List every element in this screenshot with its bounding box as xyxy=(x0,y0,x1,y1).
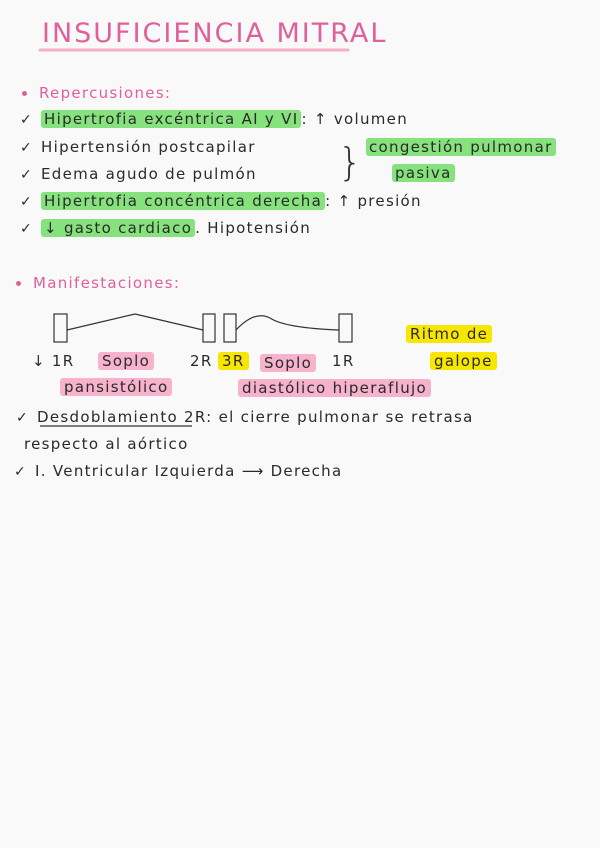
check-icon: ✓ xyxy=(20,194,34,210)
diastolic-murmur-curve xyxy=(236,316,339,330)
bullet-dot xyxy=(16,281,21,286)
sound-bar-1r-b xyxy=(339,314,352,342)
ritmo-label xyxy=(406,325,492,343)
item-text: . Hipotensión xyxy=(195,219,312,237)
item-text: : el cierre pulmonar se retrasa xyxy=(206,408,474,426)
curly-bracket: } xyxy=(338,140,363,184)
heading-text: Manifestaciones: xyxy=(33,274,181,292)
list-item xyxy=(20,165,257,183)
section-heading-manifestaciones xyxy=(16,274,180,292)
sound-bar-1r xyxy=(54,314,67,342)
list-item xyxy=(20,219,311,237)
murmur-line-up xyxy=(67,314,135,330)
side-note xyxy=(392,164,455,182)
list-item xyxy=(20,192,422,210)
highlight-text: 3R xyxy=(218,352,249,370)
highlight-text: ↓ gasto cardiaco xyxy=(41,219,195,237)
item-text: : ↑ presión xyxy=(325,192,422,210)
highlight-text: Soplo xyxy=(260,354,316,372)
item-text: Hipertensión postcapilar xyxy=(41,138,256,156)
list-item xyxy=(24,435,189,453)
check-icon: ✓ xyxy=(16,410,30,426)
section-heading-repercusiones xyxy=(22,84,171,102)
highlight-text: Ritmo de xyxy=(406,325,492,343)
highlight-text: Hipertrofia concéntrica derecha xyxy=(41,192,325,210)
page-title: INSUFICIENCIA MITRAL xyxy=(42,18,388,49)
highlight-text: galope xyxy=(430,352,497,370)
list-item xyxy=(14,462,342,480)
list-item xyxy=(16,408,474,426)
list-item xyxy=(20,138,256,156)
highlight-text: Soplo xyxy=(98,352,154,370)
soplo-sub-label xyxy=(238,379,431,397)
sound-label-2r: 2R xyxy=(190,352,213,370)
item-text: I. Ventricular Izquierda ⟶ Derecha xyxy=(35,462,343,480)
check-icon: ✓ xyxy=(20,167,34,183)
ritmo-label xyxy=(430,352,497,370)
soplo-label xyxy=(260,354,316,372)
item-text: respecto al aórtico xyxy=(24,435,189,453)
sound-bar-2r xyxy=(203,314,215,342)
phonocardiogram-diagram xyxy=(54,314,352,342)
soplo-sub-label xyxy=(60,378,172,396)
check-icon: ✓ xyxy=(20,112,34,128)
bullet-dot xyxy=(22,91,27,96)
check-icon: ✓ xyxy=(14,464,28,480)
sound-label-1r: ↓ 1R xyxy=(32,352,75,370)
side-note xyxy=(366,138,556,156)
murmur-line-down xyxy=(135,314,203,330)
highlight-text: congestión pulmonar xyxy=(366,138,556,156)
check-icon: ✓ xyxy=(20,221,34,237)
item-text: Edema agudo de pulmón xyxy=(41,165,257,183)
highlight-text: pansistólico xyxy=(60,378,172,396)
highlight-text: diastólico hiperaflujo xyxy=(238,379,431,397)
sound-label-3r xyxy=(218,352,249,370)
heading-text: Repercusiones: xyxy=(39,84,172,102)
highlight-text: Hipertrofia excéntrica AI y VI xyxy=(41,110,301,128)
check-icon: ✓ xyxy=(20,140,34,156)
item-text: : ↑ volumen xyxy=(301,110,409,128)
highlight-text: pasiva xyxy=(392,164,455,182)
sound-bar-3r xyxy=(224,314,236,342)
underlined-text: Desdoblamiento 2R xyxy=(37,408,207,426)
soplo-label xyxy=(98,352,154,370)
list-item xyxy=(20,110,408,128)
sound-label-1r-b: 1R xyxy=(332,352,355,370)
